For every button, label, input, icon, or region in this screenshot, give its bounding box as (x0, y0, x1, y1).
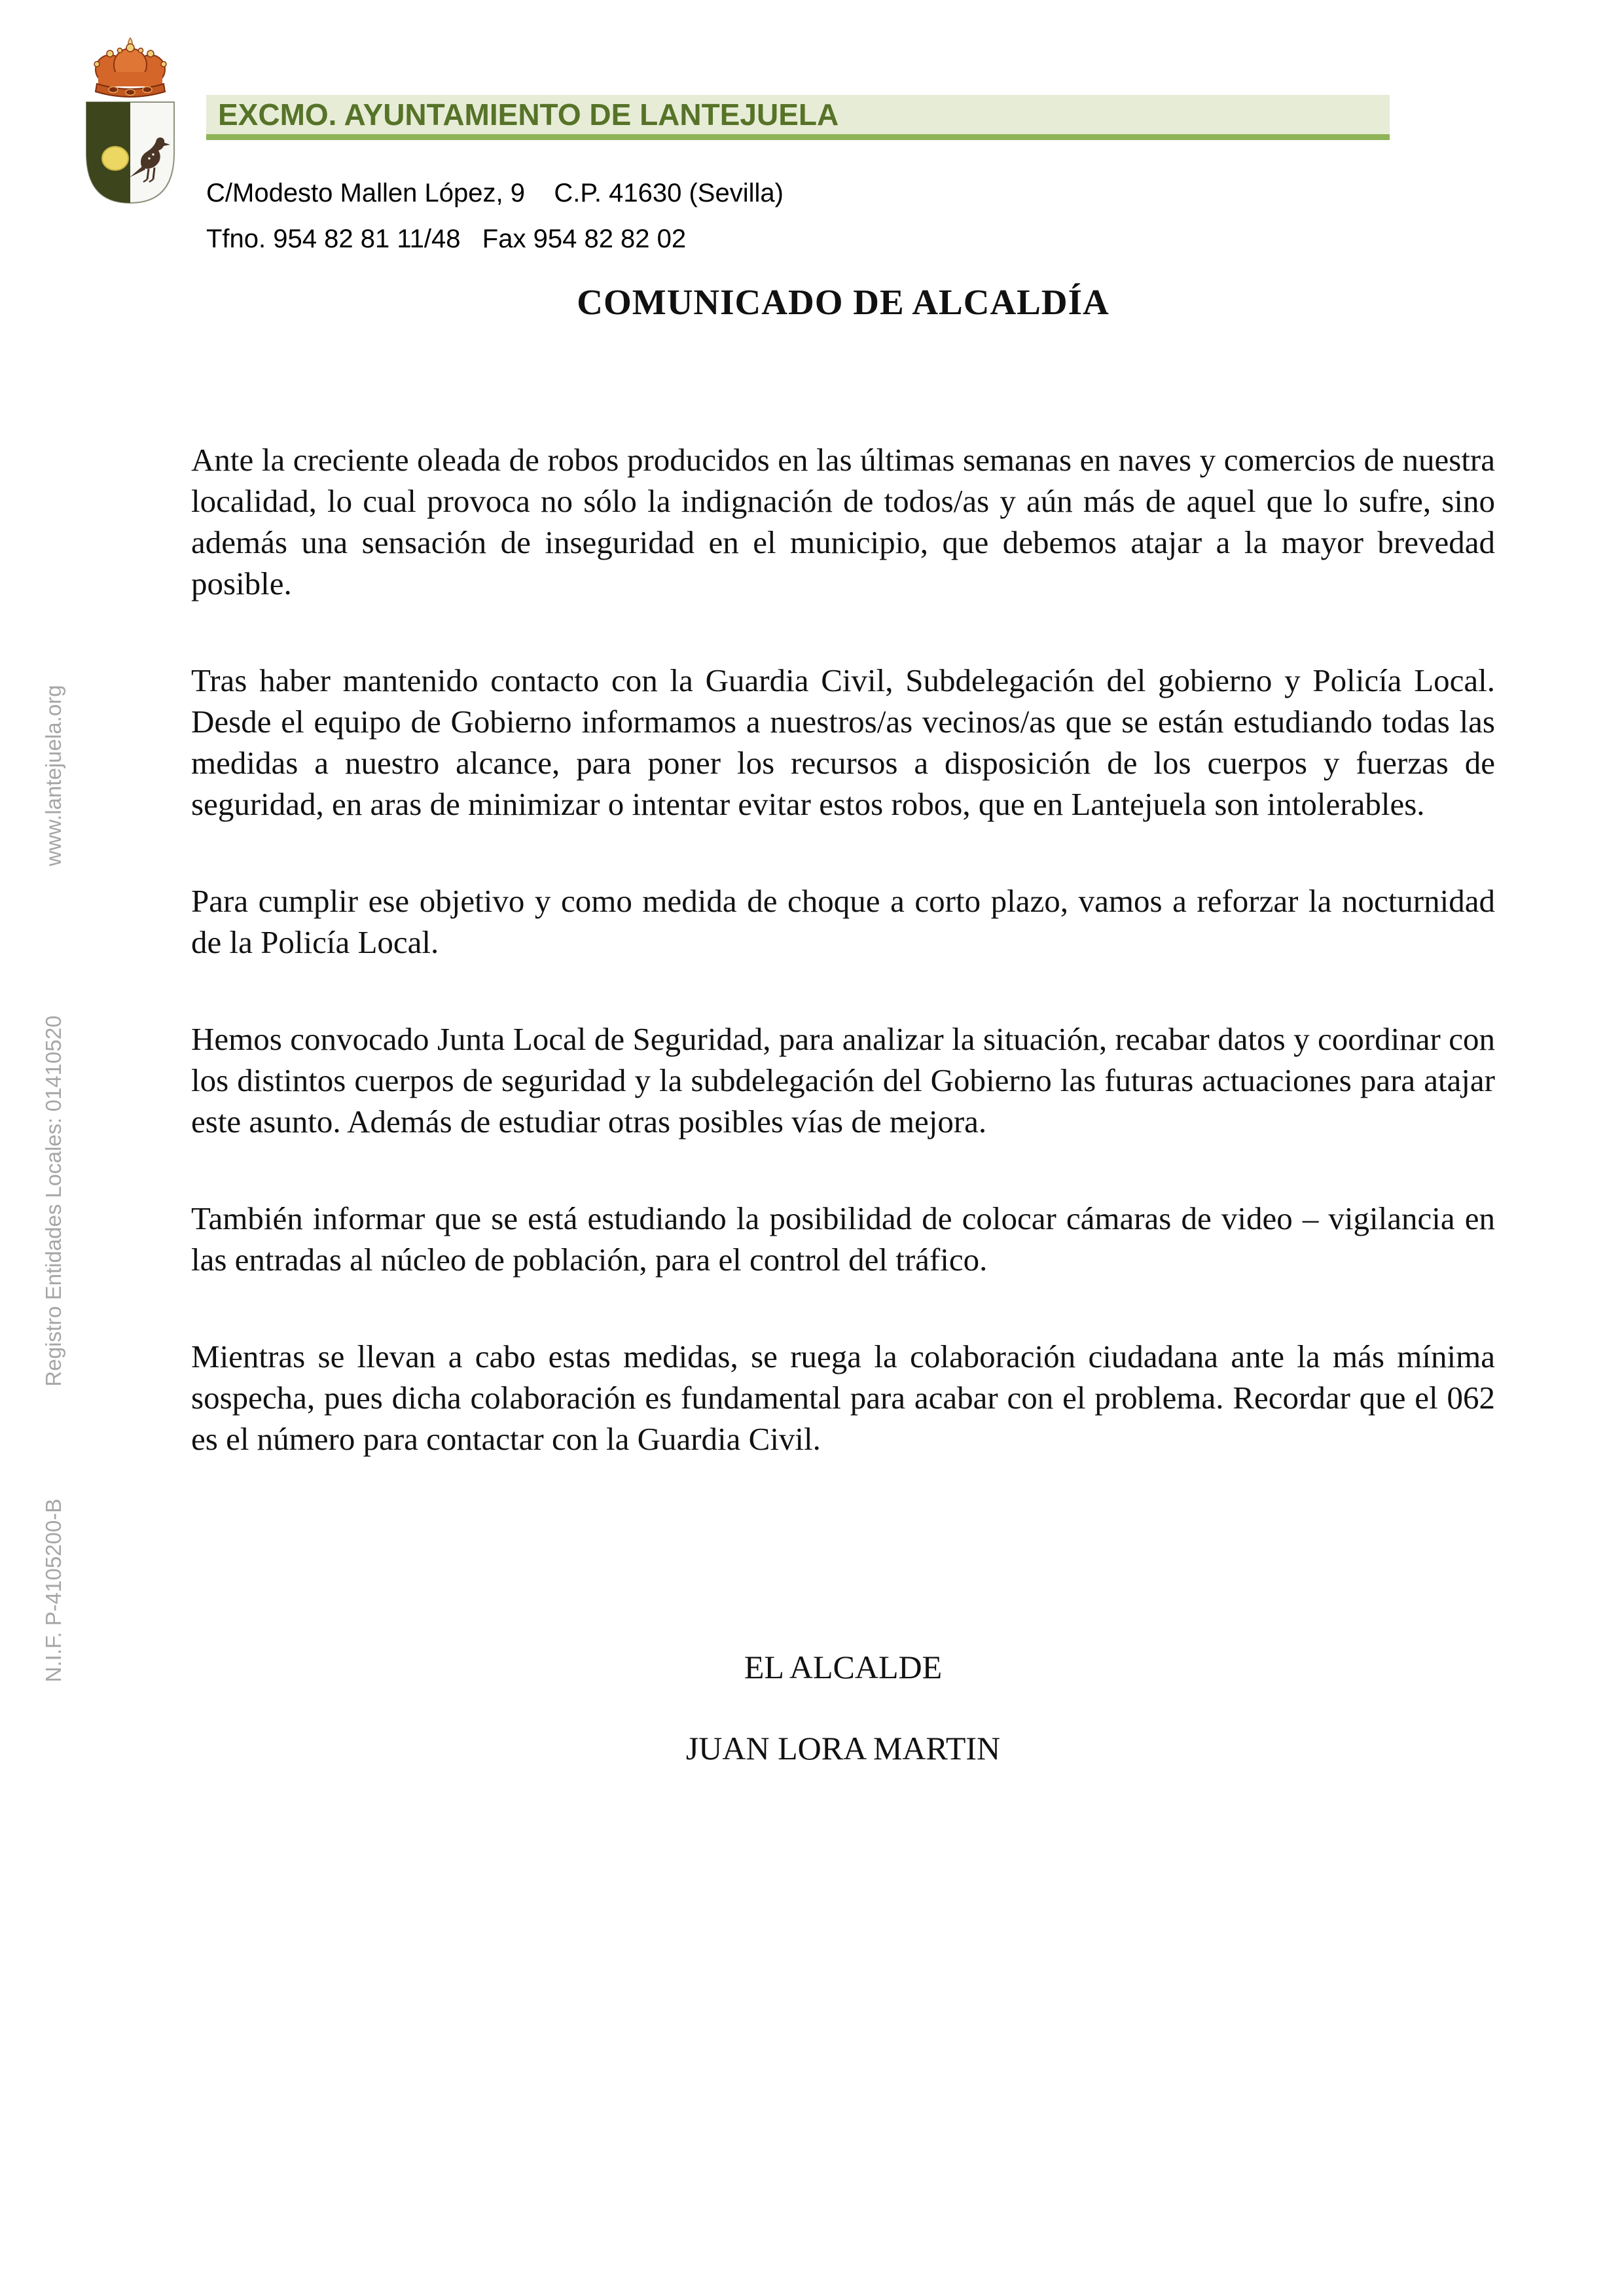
signature-role: EL ALCALDE (744, 1649, 943, 1685)
shield-icon (86, 102, 174, 203)
sidebar-registry: Registro Entidades Locales: 01410520 (41, 1015, 65, 1387)
document-body (191, 281, 1495, 1767)
paragraph-3: Para cumplir ese objetivo y como medida de choque a corto plazo, vamos a reforzar la nocturnidad de la Policía Local. (191, 883, 1495, 960)
document-title: COMUNICADO DE ALCALDÍA (577, 282, 1110, 322)
signature-name: JUAN LORA MARTIN (685, 1730, 1001, 1767)
header (206, 95, 1390, 254)
sidebar-website: www.lantejuela.org (41, 685, 65, 867)
paragraph-4: Hemos convocado Junta Local de Seguridad, para analizar la situación, recabar datos y coordinar con los distintos cuerpos de seguridad y la subdelegación del Gobierno las futuras actuaciones para atajar este asunto. Además de estudiar otras posibles vías de mejora. (191, 1021, 1495, 1139)
org-name: EXCMO. AYUNTAMIENTO DE LANTEJUELA (218, 98, 839, 132)
crown-icon (94, 38, 166, 97)
address-line: C/Modesto Mallen López, 9 C.P. 41630 (Sevilla) (206, 179, 784, 207)
paragraph-1: Ante la creciente oleada de robos producidos en las últimas semanas en naves y comercios de nuestra localidad, lo cual provoca no sólo la indignación de todos/as y aún más de aquel que lo sufre, sino además una sensación de inseguridad en el municipio, que debemos atajar a la mayor brevedad posible. (191, 442, 1495, 601)
shield-circle (102, 147, 128, 170)
paragraph-6: Mientras se llevan a cabo estas medidas, se ruega la colaboración ciudadana ante la más mínima sospecha, pues dicha colaboración es fundamental para acabar con el problema. Recordar que el 062 es el número para contactar con la Guardia Civil. (191, 1338, 1495, 1457)
sidebar-nif: N.I.F. P-4105200-B (41, 1498, 65, 1683)
paragraph-2: Tras haber mantenido contacto con la Guardia Civil, Subdelegación del gobierno y Policía Local. Desde el equipo de Gobierno informamos a nuestros/as vecinos/as que se están estudiando todas las medidas a nuestro alcance, para poner los recursos a disposición de los cuerpos y fuerzas de seguridad, en aras de minimizar o intentar evitar estos robos, que en Lantejuela son intolerables. (191, 662, 1495, 822)
coat-of-arms (84, 37, 177, 206)
signature-block (191, 1648, 1495, 1767)
org-name-banner (206, 95, 1390, 134)
phone-fax-line: Tfno. 954 82 81 11/48 Fax 954 82 82 02 (206, 224, 687, 253)
coat-of-arms-graphic (84, 37, 177, 206)
paragraph-5: También informar que se está estudiando la posibilidad de colocar cámaras de video – vigilancia en las entradas al núcleo de población, para el control del tráfico. (191, 1200, 1495, 1278)
banner-underline (206, 134, 1390, 140)
